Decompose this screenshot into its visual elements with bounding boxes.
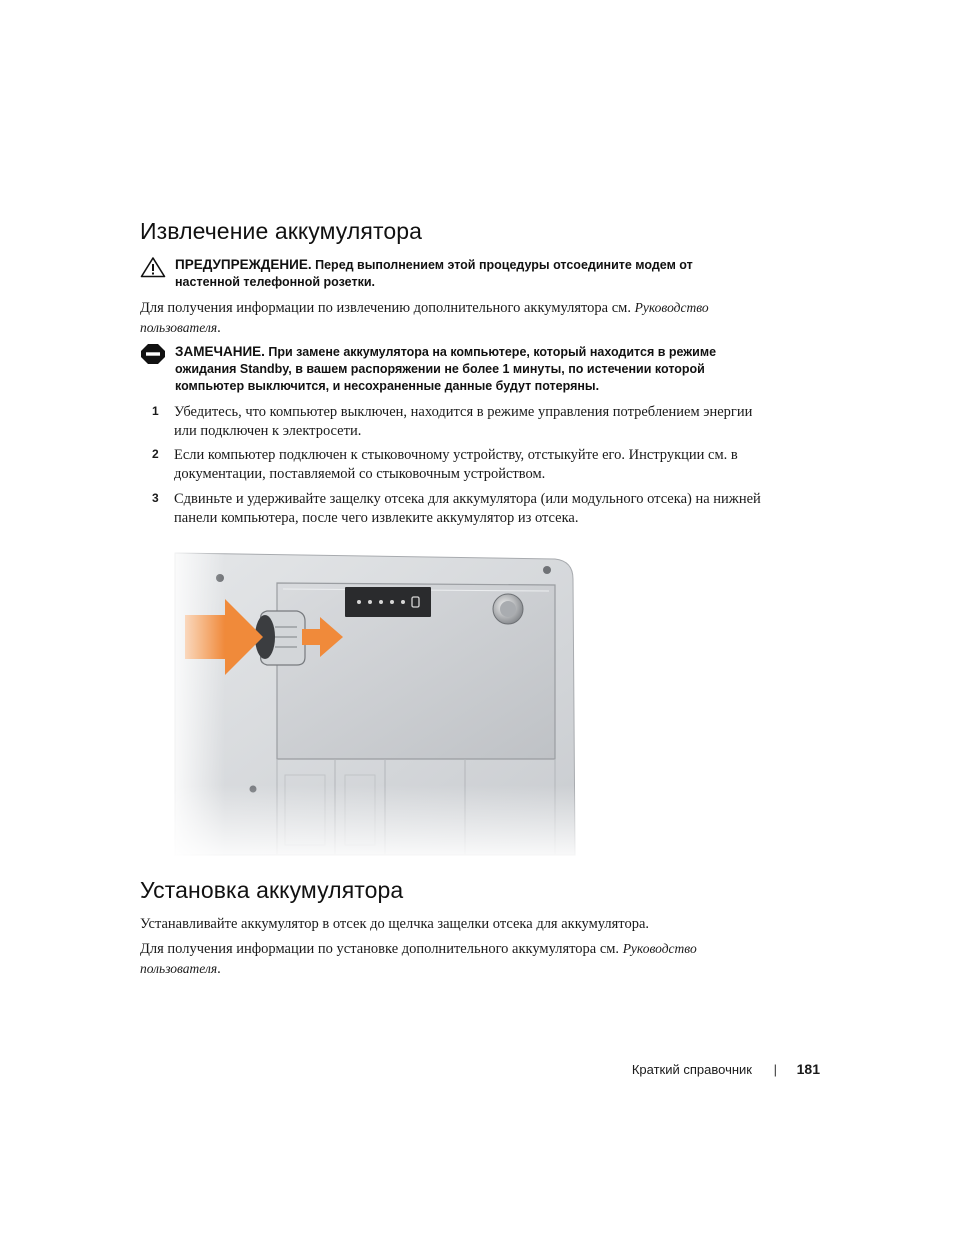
install-info-ref: Руководство пользователя <box>140 941 697 976</box>
notice-icon <box>140 343 166 365</box>
install-info-text: Для получения информации по установке дополнительного аккумулятора см. <box>140 941 620 957</box>
step-3 <box>140 490 770 528</box>
notice-callout <box>140 343 760 395</box>
removal-info-end: . <box>217 320 221 336</box>
page-number: 181 <box>796 1061 820 1077</box>
warning-text: Перед выполнением этой процедуры отсоедините модем от настенной телефонной розетки. <box>175 258 693 289</box>
step-1 <box>140 403 770 441</box>
removal-info-ref: Руководство пользователя <box>140 300 709 335</box>
install-info-paragraph <box>140 939 770 979</box>
warning-label: ПРЕДУПРЕЖДЕНИЕ. <box>175 257 312 272</box>
step-2 <box>140 446 770 484</box>
step-text: Убедитесь, что компьютер выключен, находится в режиме управления потреблением энергии или подключен к электросети. <box>174 404 753 439</box>
step-text: Сдвиньте и удерживайте защелку отсека для аккумулятора (или модульного отсека) на нижней панели компьютера, после чего извлеките аккумулятор из отсека. <box>174 491 761 526</box>
battery-removal-illustration <box>165 545 585 865</box>
notice-text: При замене аккумулятора на компьютере, который находится в режиме ожидания Standby, в вашем распоряжении не более 1 минуты, по истечении которой компьютер выключится, и несохраненные данные будут потеряны. <box>175 345 717 393</box>
section-title-removal: Извлечение аккумулятора <box>140 218 423 244</box>
footer-separator: | <box>773 1062 778 1077</box>
install-paragraph: Устанавливайте аккумулятор в отсек до щелчка защелки отсека для аккумулятора. <box>140 916 650 932</box>
section-title-install: Установка аккумулятора <box>140 877 404 903</box>
step-number: 3 <box>152 491 159 505</box>
warning-triangle-icon <box>140 256 166 278</box>
install-info-end: . <box>217 961 221 977</box>
removal-info-text: Для получения информации по извлечению дополнительного аккумулятора см. <box>140 300 631 316</box>
removal-info-paragraph <box>140 298 770 338</box>
step-text: Если компьютер подключен к стыковочному устройству, отстыкуйте его. Инструкции см. в документации, поставляемой со стыковочным устройством. <box>174 447 738 482</box>
footer-label: Краткий справочник <box>631 1062 752 1077</box>
step-number: 1 <box>152 404 159 418</box>
page-footer <box>540 1061 820 1077</box>
warning-callout <box>140 256 760 291</box>
notice-label: ЗАМЕЧАНИЕ. <box>175 344 265 359</box>
step-number: 2 <box>152 447 159 461</box>
